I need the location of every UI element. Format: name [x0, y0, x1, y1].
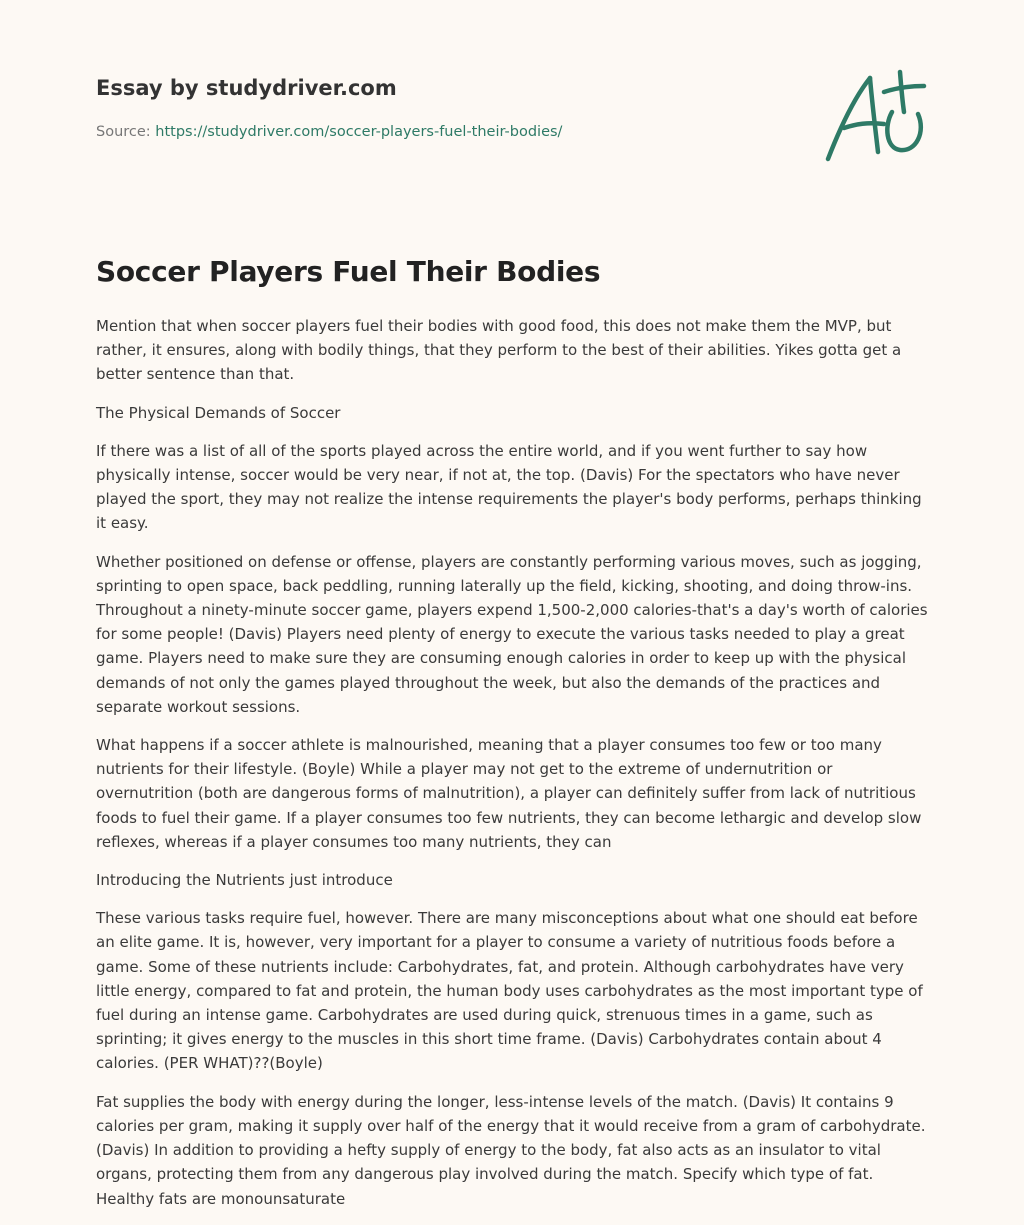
paragraph: If there was a list of all of the sports played across the entire world, and if you went further to say how physically intense, soccer would be very near, if not at, the top. (Davis) For the spectators who have never played the sport, they may not realize the intense requirements the player's body performs, perhaps thinking it easy.: [96, 441, 922, 533]
source-link[interactable]: https://studydriver.com/soccer-players-fuel-their-bodies/: [155, 124, 563, 140]
brand-title: Essay by studydriver.com: [96, 76, 397, 100]
paragraph: Fat supplies the body with energy during the longer, less-intense levels of the match. (Davis) It contains 9 calories per gram, making it supply over half of the energy that it would receive from a gram of carbohydrate. (Davis) In addition to providing a hefty supply of energy to the body, fat also acts as an insulator to vital organs, protecting them from any dangerous play involved during the match. Specify which type of fat. Healthy fats are monounsaturate: [96, 1092, 926, 1208]
paragraph: What happens if a soccer athlete is malnourished, meaning that a player consumes too few or too many nutrients for their lifestyle. (Boyle) While a player may not get to the extreme of undernutrition or overnutrition (both are dangerous forms of malnutrition), a player can definitely suffer from lack of nutritious foods to fuel their game. If a player consumes too few nutrients, they can become lethargic and develop slow reflexes, whereas if a player consumes too many nutrients, they can: [96, 736, 922, 851]
paragraph: Mention that when soccer players fuel their bodies with good food, this does not make them the MVP, but rather, it ensures, along with bodily things, that they perform to the best of their abilities. Yikes gotta get a better sentence than that.: [96, 317, 902, 384]
a-plus-logo-icon: [818, 66, 930, 166]
source-line: [96, 124, 562, 140]
essay-body: [96, 314, 928, 1225]
paragraph: Whether positioned on defense or offense, players are constantly performing various moves, such as jogging, sprinting to open space, back peddling, running laterally up the field, kicking, shooting, and doing throw-ins. Throughout a ninety-minute soccer game, players expend 1,500-2,000 calories-that's a day's worth of calories for some people! (Davis) Players need plenty of energy to execute the various tasks needed to play a great game. Players need to make sure they are consuming enough calories in order to keep up with the physical demands of not only the games played throughout the week, but also the demands of the practices and separate workout sessions.: [96, 552, 928, 716]
section-heading: The Physical Demands of Soccer: [96, 403, 341, 422]
essay-title: Soccer Players Fuel Their Bodies: [96, 255, 601, 288]
source-label: Source:: [96, 124, 156, 140]
paragraph: These various tasks require fuel, however. There are many misconceptions about what one should eat before an elite game. It is, however, very important for a player to consume a variety of nutritious foods before a game. Some of these nutrients include: Carbohydrates, fat, and protein. Although carbohydrates have very little energy, compared to fat and protein, the human body uses carbohydrates as the most important type of fuel during an intense game. Carbohydrates are used during quick, strenuous times in a game, such as sprinting; it gives energy to the muscles in this short time frame. (Davis) Carbohydrates contain about 4 calories. (PER WHAT)??(Boyle): [96, 909, 923, 1073]
section-heading: Introducing the Nutrients just introduce: [96, 871, 393, 890]
